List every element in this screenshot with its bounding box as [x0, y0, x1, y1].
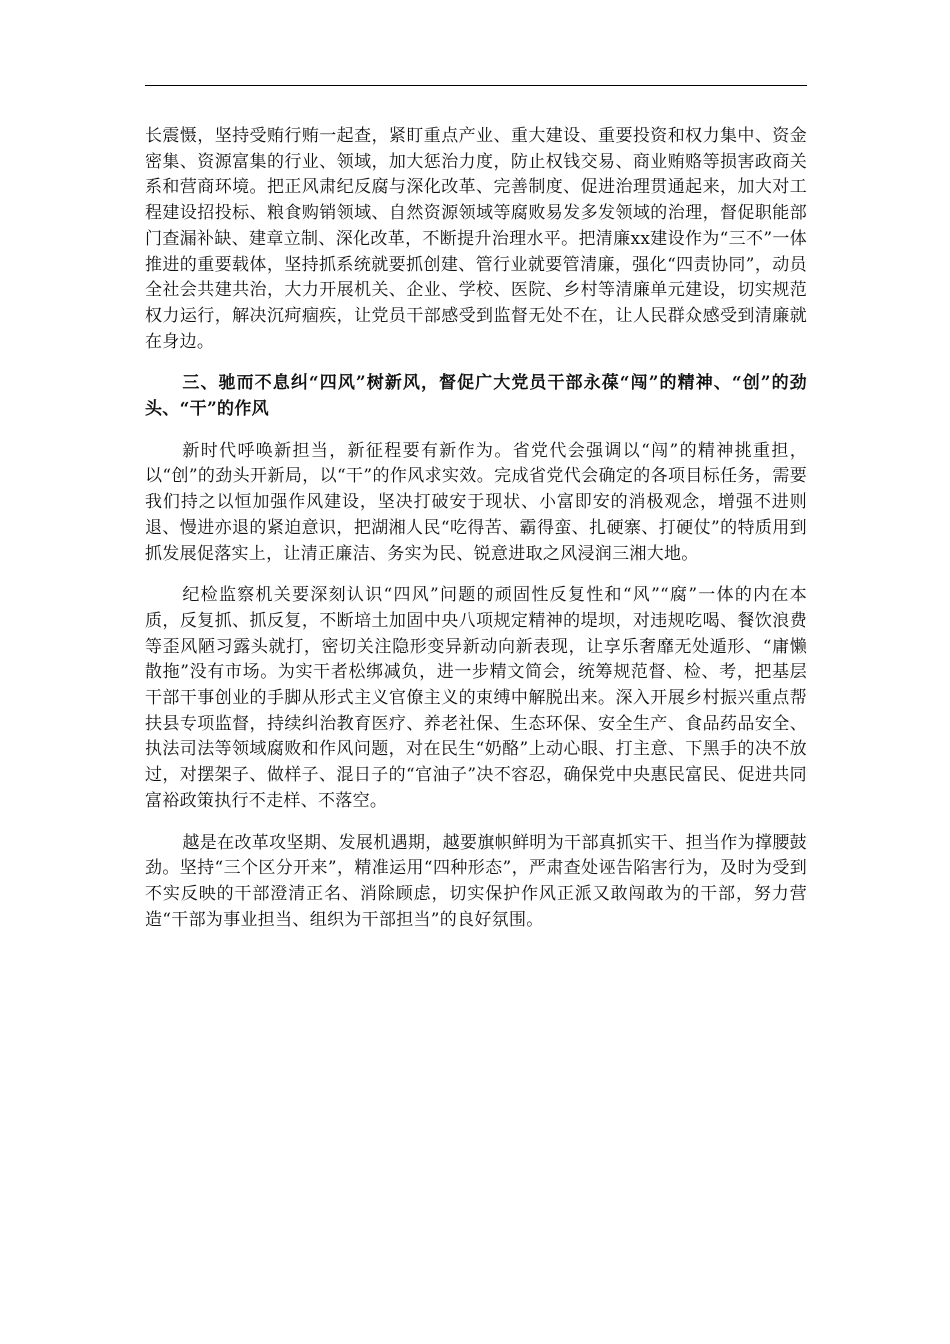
paragraph-support-cadres: 越是在改革攻坚期、发展机遇期，越要旗帜鲜明为干部真抓实干、担当作为撑腰鼓劲。坚持“三个区分开来”，精准运用“四种形态”，严肃查处诬告陷害行为，及时为受到不实反映的干部澄清正名、消除顾虑，切实保护作风正派又敢闯敢为的干部，努力营造“干部为事业担当、组织为干部担当”的良好氛围。 [145, 832, 807, 930]
paragraph-continuation: 长震慑，坚持受贿行贿一起查，紧盯重点产业、重大建设、重要投资和权力集中、资金密集、资源富集的行业、领域，加大惩治力度，防止权钱交易、商业贿赂等损害政商关系和营商环境。把正风肃纪反腐与深化改革、完善制度、促进治理贯通起来，加大对工程建设招投标、粮食购销领域、自然资源领域等腐败易发多发领域的治理，督促职能部门查漏补缺、建章立制、深化改革，不断提升治理水平。把清廉xx建设作为“三不”一体推进的重要载体，坚持抓系统就要抓创建、管行业就要管清廉，强化“四责协同”，动员全社会共建共治，大力开展机关、企业、学校、医院、乡村等清廉单元建设，切实规范权力运行，解决沉疴痼疾，让党员干部感受到监督无处不在，让人民群众感受到清廉就在身边。 [145, 126, 807, 352]
document-body [145, 124, 807, 933]
section-heading-3: 三、驰而不息纠“四风”树新风，督促广大党员干部永葆“闯”的精神、“创”的劲头、“干”的作风 [145, 373, 807, 420]
paragraph-four-winds: 纪检监察机关要深刻认识“四风”问题的顽固性反复性和“风”“腐”一体的内在本质，反复抓、抓反复，不断培土加固中央八项规定精神的堤坝，对违规吃喝、餐饮浪费等歪风陋习露头就打，密切关注隐形变异新动向新表现，让享乐奢靡无处遁形、“庸懒散拖”没有市场。为实干者松绑减负，进一步精文简会，统筹规范督、检、考，把基层干部干事创业的手脚从形式主义官僚主义的束缚中解脱出来。深入开展乡村振兴重点帮扶县专项监督，持续纠治教育医疗、养老社保、生态环保、安全生产、食品药品安全、执法司法等领域腐败和作风问题，对在民生“奶酪”上动心眼、打主意、下黑手的决不放过，对摆架子、做样子、混日子的“官油子”决不容忍，确保党中央惠民富民、促进共同富裕政策执行不走样、不落空。 [145, 585, 807, 811]
header-rule [145, 85, 807, 86]
paragraph-new-era: 新时代呼唤新担当，新征程要有新作为。省党代会强调以“闯”的精神挑重担，以“创”的劲头开新局，以“干”的作风求实效。完成省党代会确定的各项目标任务，需要我们持之以恒加强作风建设，坚决打破安于现状、小富即安的消极观念，增强不进则退、慢进亦退的紧迫意识，把湖湘人民“吃得苦、霸得蛮、扎硬寨、打硬仗”的特质用到抓发展促落实上，让清正廉洁、务实为民、锐意进取之风浸润三湘大地。 [145, 440, 807, 564]
